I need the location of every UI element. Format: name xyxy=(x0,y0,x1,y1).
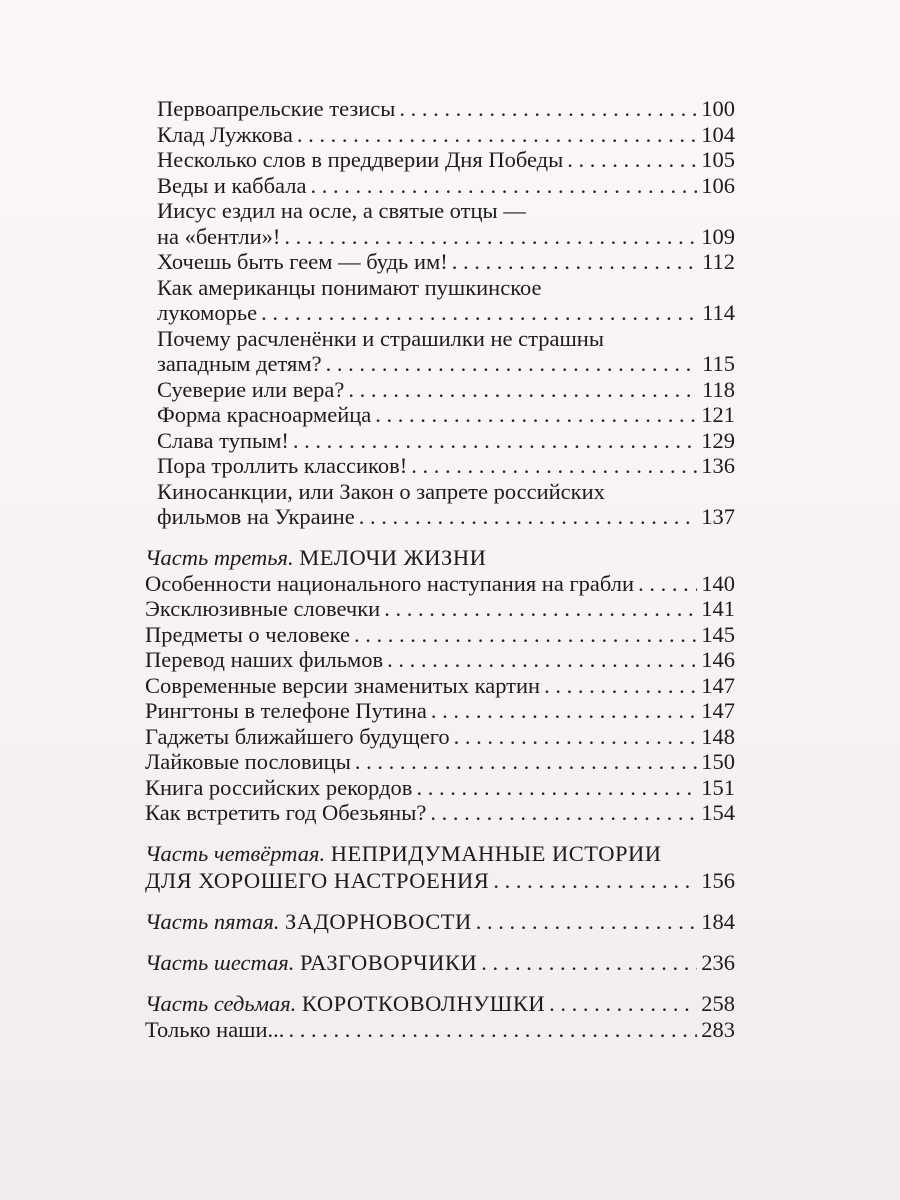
dot-leader xyxy=(310,173,697,199)
toc-entry-title: Современные версии знаменитых картин xyxy=(145,672,541,698)
part-title-line1: НЕПРИДУМАННЫЕ ИСТОРИИ xyxy=(330,840,662,866)
dot-leader xyxy=(544,673,697,699)
toc-entry-title: Рингтоны в телефоне Путина xyxy=(145,698,427,723)
toc-entry-title: Книга российских рекордов xyxy=(145,774,413,800)
toc-entry xyxy=(145,724,735,750)
toc-entry-title: Перевод наших фильмов xyxy=(145,647,384,672)
dot-leader xyxy=(384,596,697,622)
part-title-line2: ДЛЯ ХОРОШЕГО НАСТРОЕНИЯ xyxy=(145,867,490,893)
dot-leader xyxy=(293,428,697,454)
toc-entry-title-line1: Киносанкции, или Закон о запрете российских xyxy=(157,478,605,504)
dot-leader xyxy=(348,377,697,403)
dot-leader xyxy=(355,749,697,775)
dot-leader xyxy=(387,647,697,673)
toc-entry-page: 148 xyxy=(701,723,735,749)
part-page: 258 xyxy=(701,990,735,1016)
dot-leader xyxy=(359,504,697,530)
part-page: 184 xyxy=(701,908,735,934)
toc-entry xyxy=(145,571,735,597)
part-title: ЗАДОРНОВОСТИ xyxy=(285,908,472,934)
toc-entry xyxy=(157,453,735,479)
part-label: Часть пятая. xyxy=(145,908,280,934)
toc-entry xyxy=(157,173,735,199)
dot-leader xyxy=(411,453,697,479)
toc-entry-title: Как встретить год Обезьяны? xyxy=(145,800,427,825)
toc-entry xyxy=(157,428,735,454)
part-heading xyxy=(145,949,735,976)
dot-leader xyxy=(354,622,697,648)
toc-entry xyxy=(157,147,735,173)
toc-entry-page: 129 xyxy=(701,427,735,453)
toc-entry xyxy=(145,673,735,699)
part-heading xyxy=(145,908,735,935)
dot-leader xyxy=(416,775,697,801)
toc-entry-page: 114 xyxy=(702,300,735,325)
toc-entry-title: Эксклюзивные словечки xyxy=(145,596,381,621)
dot-leader xyxy=(493,867,697,894)
toc-entry-page: 137 xyxy=(701,504,735,529)
toc-entry-page: 106 xyxy=(701,172,735,198)
toc-entry-page: 145 xyxy=(701,621,735,647)
toc-entry-title: Только наши... xyxy=(145,1016,285,1042)
toc-entry-page: 118 xyxy=(702,376,735,402)
toc-entry-title-line2: лукоморье xyxy=(157,300,258,325)
toc-entry-title-line2: фильмов на Украине xyxy=(157,504,355,529)
toc-entry xyxy=(157,479,735,530)
part-title: РАЗГОВОРЧИКИ xyxy=(300,949,478,975)
toc-entry-page: 121 xyxy=(701,402,735,427)
toc-entry-title-line1: Иисус ездил на осле, а святые отцы — xyxy=(157,198,526,223)
toc-entry-title: Особенности национального наступания на грабли xyxy=(145,570,635,596)
toc-entry-title: Веды и каббала xyxy=(157,172,307,198)
toc-entry xyxy=(145,698,735,724)
toc-entry xyxy=(145,596,735,622)
part-heading xyxy=(145,840,735,894)
toc-entry xyxy=(157,198,735,249)
toc-entry-title: Хочешь быть геем — будь им! xyxy=(157,249,448,274)
dot-leader xyxy=(476,908,697,935)
toc-entry-page: 283 xyxy=(701,1016,735,1042)
toc-entry xyxy=(145,749,735,775)
table-of-contents xyxy=(145,96,735,1042)
toc-entry xyxy=(145,775,735,801)
dot-leader xyxy=(288,1017,697,1043)
part-title: МЕЛОЧИ ЖИЗНИ xyxy=(299,544,487,570)
toc-entry-page: 151 xyxy=(701,774,735,800)
part-heading xyxy=(145,544,735,571)
toc-entry-title: Форма красноармейца xyxy=(157,402,372,427)
toc-entry-page: 147 xyxy=(701,672,735,698)
toc-entry-title-line2: на «бентли»! xyxy=(157,223,281,249)
toc-entry-title: Суеверие или вера? xyxy=(157,376,345,402)
dot-leader xyxy=(375,402,697,428)
dot-leader xyxy=(297,122,697,148)
toc-entry-page: 100 xyxy=(701,96,735,121)
toc-entry-page: 150 xyxy=(701,749,735,774)
toc-entry-page: 146 xyxy=(701,647,735,672)
dot-leader xyxy=(549,990,697,1017)
toc-entry xyxy=(145,622,735,648)
toc-entry-title: Лайковые пословицы xyxy=(145,749,351,774)
toc-entry xyxy=(157,96,735,122)
toc-entry xyxy=(157,122,735,148)
toc-entry-title-line2: западным детям? xyxy=(157,351,322,376)
toc-entry xyxy=(157,377,735,403)
dot-leader xyxy=(481,949,697,976)
toc-entry-page: 115 xyxy=(702,351,735,376)
toc-entry-page: 154 xyxy=(701,800,735,825)
part-label: Часть четвёртая. xyxy=(145,840,326,866)
toc-entry xyxy=(157,326,735,377)
toc-entry-page: 104 xyxy=(701,121,735,147)
toc-entry xyxy=(145,647,735,673)
toc-entry-title: Слава тупым! xyxy=(157,427,289,453)
toc-entry-title: Гаджеты ближайшего будущего xyxy=(145,723,450,749)
toc-entry-title: Первоапрельские тезисы xyxy=(157,96,396,121)
toc-entry-page: 109 xyxy=(701,223,735,249)
toc-entry-page: 141 xyxy=(701,596,735,621)
toc-entry-page: 147 xyxy=(701,698,735,723)
part-label: Часть седьмая. xyxy=(145,990,297,1016)
part-page: 236 xyxy=(701,949,735,975)
dot-leader xyxy=(638,571,697,597)
toc-entry xyxy=(157,402,735,428)
dot-leader xyxy=(284,224,697,250)
part-title: КОРОТКОВОЛНУШКИ xyxy=(301,990,546,1016)
toc-entry-page: 136 xyxy=(701,453,735,478)
dot-leader xyxy=(399,96,697,122)
dot-leader xyxy=(452,249,697,275)
toc-entry xyxy=(157,275,735,326)
toc-entry-title-line1: Как американцы понимают пушкинское xyxy=(157,274,542,300)
part-heading xyxy=(145,990,735,1017)
dot-leader xyxy=(567,147,697,173)
toc-entry-title: Предметы о человеке xyxy=(145,621,350,647)
toc-entry xyxy=(145,1017,735,1043)
toc-entry-page: 105 xyxy=(701,147,735,172)
toc-entry-title: Несколько слов в преддверии Дня Победы xyxy=(157,147,564,172)
toc-entry-page: 112 xyxy=(702,249,735,274)
part-page: 156 xyxy=(701,867,735,893)
dot-leader xyxy=(261,300,697,326)
dot-leader xyxy=(454,724,697,750)
dot-leader xyxy=(431,698,697,724)
toc-entry-page: 140 xyxy=(701,570,735,596)
toc-entry-title: Пора троллить классиков! xyxy=(157,453,408,478)
toc-entry-title: Клад Лужкова xyxy=(157,121,293,147)
toc-entry xyxy=(157,249,735,275)
dot-leader xyxy=(430,800,697,826)
toc-entry xyxy=(145,800,735,826)
part-label: Часть шестая. xyxy=(145,949,295,975)
toc-entry-title-line1: Почему расчленёнки и страшилки не страшны xyxy=(157,325,604,351)
dot-leader xyxy=(326,351,697,377)
part-label: Часть третья. xyxy=(145,544,294,570)
